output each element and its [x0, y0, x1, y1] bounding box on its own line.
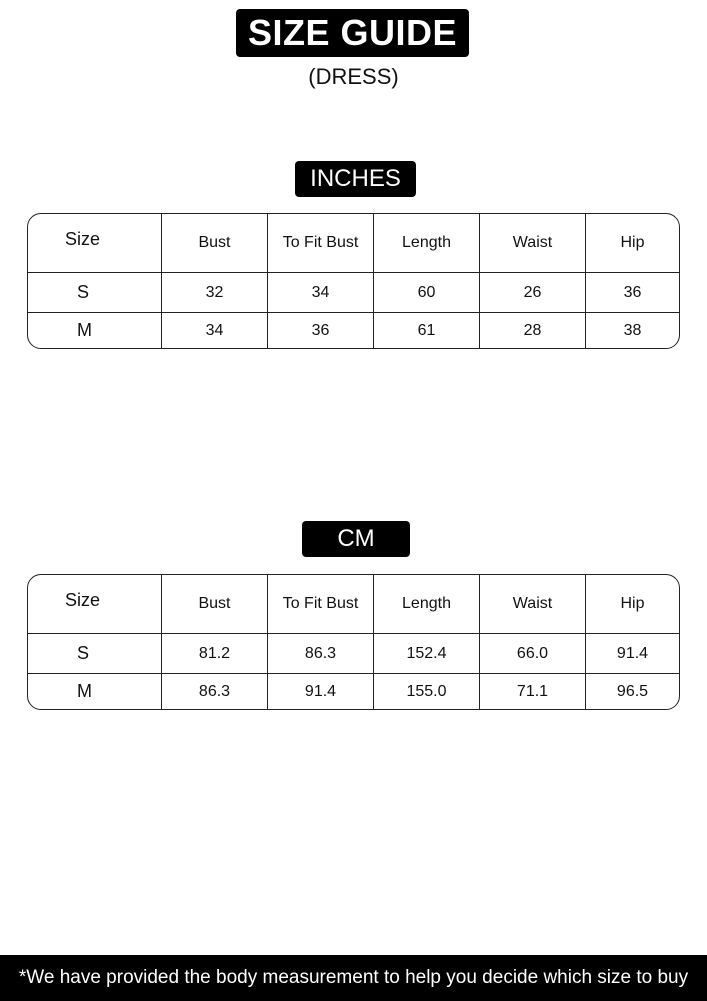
- column-header-to-fit-bust: To Fit Bust: [267, 575, 373, 633]
- hip-cell: 36: [585, 273, 679, 312]
- page-title: SIZE GUIDE: [236, 9, 469, 57]
- table-row: [28, 313, 679, 348]
- column-header-hip: Hip: [585, 575, 679, 633]
- column-header-waist: Waist: [479, 575, 585, 633]
- bust-cell: 34: [161, 313, 267, 348]
- to-fit-bust-cell: 36: [267, 313, 373, 348]
- length-cell: 61: [373, 313, 479, 348]
- inches-badge: INCHES: [295, 161, 416, 197]
- waist-cell: 71.1: [479, 674, 585, 709]
- size-cell: M: [77, 681, 92, 701]
- cm-size-table: [27, 574, 680, 710]
- length-cell: 60: [373, 273, 479, 312]
- table-row: [28, 634, 679, 674]
- length-cell: 155.0: [373, 674, 479, 709]
- to-fit-bust-cell: 86.3: [267, 634, 373, 673]
- bust-cell: 86.3: [161, 674, 267, 709]
- column-header-bust: Bust: [161, 214, 267, 272]
- hip-cell: 96.5: [585, 674, 679, 709]
- page-subtitle: (DRESS): [308, 64, 399, 89]
- size-cell: S: [77, 282, 90, 302]
- table-header-row: [28, 575, 679, 634]
- column-header-to-fit-bust: To Fit Bust: [267, 214, 373, 272]
- waist-cell: 28: [479, 313, 585, 348]
- inches-size-table: [27, 213, 680, 349]
- to-fit-bust-cell: 34: [267, 273, 373, 312]
- column-header-waist: Waist: [479, 214, 585, 272]
- table-row: [28, 674, 679, 709]
- length-cell: 152.4: [373, 634, 479, 673]
- column-header-hip: Hip: [585, 214, 679, 272]
- hip-cell: 91.4: [585, 634, 679, 673]
- column-header-length: Length: [373, 575, 479, 633]
- to-fit-bust-cell: 91.4: [267, 674, 373, 709]
- column-header-size: Size: [65, 589, 101, 610]
- footer-note: *We have provided the body measurement to help you decide which size to buy: [0, 955, 707, 1001]
- hip-cell: 38: [585, 313, 679, 348]
- column-header-size: Size: [65, 228, 101, 249]
- table-row: [28, 273, 679, 313]
- bust-cell: 32: [161, 273, 267, 312]
- column-header-length: Length: [373, 214, 479, 272]
- size-cell: S: [77, 643, 90, 663]
- table-header-row: [28, 214, 679, 273]
- waist-cell: 66.0: [479, 634, 585, 673]
- bust-cell: 81.2: [161, 634, 267, 673]
- waist-cell: 26: [479, 273, 585, 312]
- cm-badge: CM: [302, 521, 410, 557]
- column-header-bust: Bust: [161, 575, 267, 633]
- size-cell: M: [77, 320, 92, 340]
